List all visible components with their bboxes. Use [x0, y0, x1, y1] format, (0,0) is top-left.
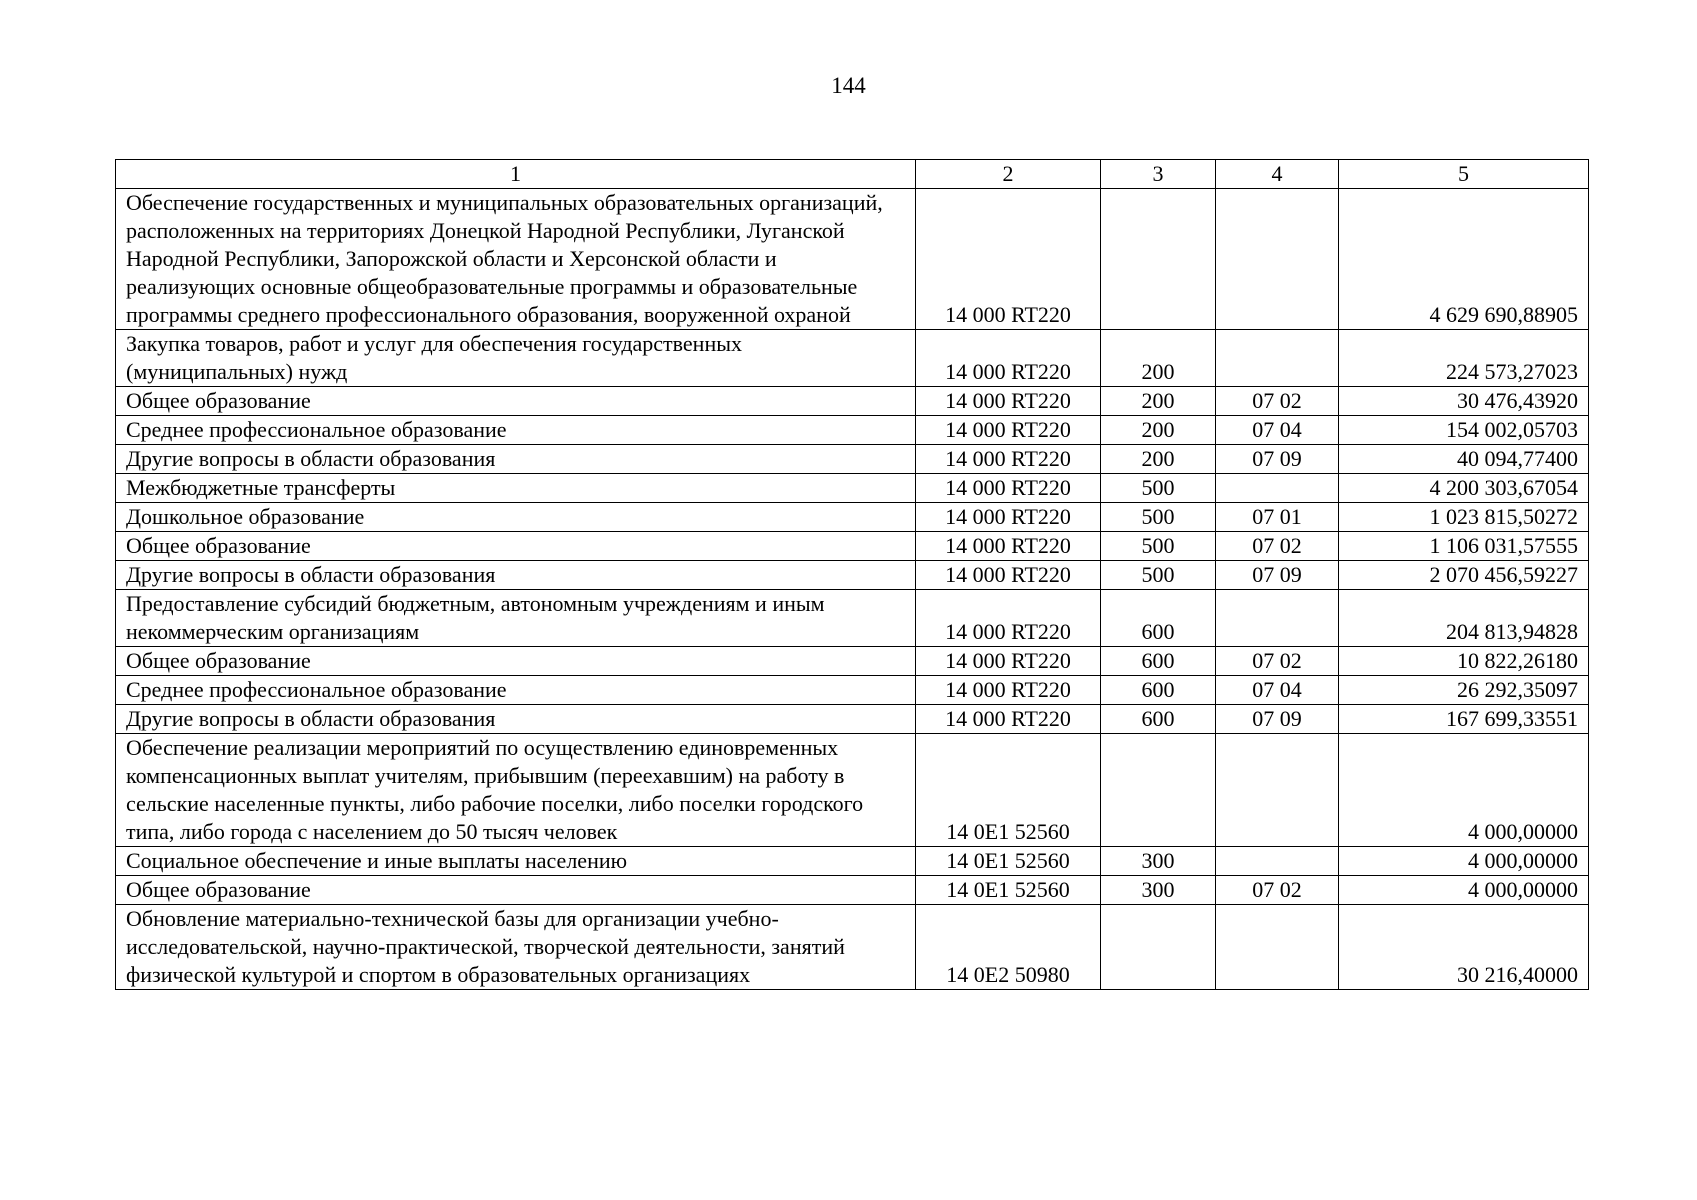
- row-amount: 4 000,00000: [1339, 847, 1589, 876]
- page-number: 144: [831, 73, 866, 98]
- table-row: [116, 532, 1589, 561]
- table-row: [116, 876, 1589, 905]
- row-target-code: 14 000 RT220: [916, 705, 1101, 734]
- row-target-code: 14 000 RT220: [916, 503, 1101, 532]
- row-target-code: 14 0E2 50980: [916, 905, 1101, 990]
- row-section-code: 07 04: [1216, 676, 1339, 705]
- row-section-code: 07 09: [1216, 705, 1339, 734]
- header-col-4: 4: [1216, 160, 1339, 189]
- row-amount: 154 002,05703: [1339, 416, 1589, 445]
- row-target-code: 14 000 RT220: [916, 532, 1101, 561]
- row-expense-type: 600: [1101, 676, 1216, 705]
- table-row: [116, 676, 1589, 705]
- row-expense-type: 600: [1101, 590, 1216, 647]
- row-name: Дошкольное образование: [116, 503, 916, 532]
- table-row: [116, 330, 1589, 387]
- table-row: [116, 705, 1589, 734]
- row-section-code: 07 09: [1216, 561, 1339, 590]
- row-target-code: 14 000 RT220: [916, 445, 1101, 474]
- row-name: Другие вопросы в области образования: [116, 705, 916, 734]
- header-col-3: 3: [1101, 160, 1216, 189]
- row-amount: 30 216,40000: [1339, 905, 1589, 990]
- row-amount: 224 573,27023: [1339, 330, 1589, 387]
- row-name: Обновление материально-технической базы для организации учебно-исследовательской, научно-практической, творческой деятельности, занятий физической культурой и спортом в образовательных организациях: [116, 905, 916, 990]
- row-target-code: 14 0E1 52560: [916, 847, 1101, 876]
- row-section-code: 07 02: [1216, 532, 1339, 561]
- row-target-code: 14 000 RT220: [916, 676, 1101, 705]
- row-name: Обеспечение государственных и муниципальных образовательных организаций, расположенных на территориях Донецкой Народной Республики, Луганской Народной Республики, Запорожской области и Херсонской области и реализующих основные общеобразовательные программы и образовательные программы среднего профессионального образования, вооруженной охраной: [116, 189, 916, 330]
- row-section-code: 07 04: [1216, 416, 1339, 445]
- row-amount: 40 094,77400: [1339, 445, 1589, 474]
- row-name: Общее образование: [116, 647, 916, 676]
- table-row: [116, 387, 1589, 416]
- row-section-code: 07 02: [1216, 876, 1339, 905]
- row-amount: 10 822,26180: [1339, 647, 1589, 676]
- row-amount: 167 699,33551: [1339, 705, 1589, 734]
- row-name: Общее образование: [116, 532, 916, 561]
- row-amount: 1 106 031,57555: [1339, 532, 1589, 561]
- row-section-code: [1216, 847, 1339, 876]
- row-section-code: [1216, 734, 1339, 847]
- row-target-code: 14 000 RT220: [916, 330, 1101, 387]
- row-name: Другие вопросы в области образования: [116, 561, 916, 590]
- table-row: [116, 416, 1589, 445]
- row-expense-type: 300: [1101, 847, 1216, 876]
- row-section-code: [1216, 905, 1339, 990]
- row-target-code: 14 000 RT220: [916, 387, 1101, 416]
- table-row: [116, 503, 1589, 532]
- table-row: [116, 734, 1589, 847]
- row-name: Социальное обеспечение и иные выплаты населению: [116, 847, 916, 876]
- row-target-code: 14 000 RT220: [916, 647, 1101, 676]
- row-section-code: 07 01: [1216, 503, 1339, 532]
- row-name: Среднее профессиональное образование: [116, 676, 916, 705]
- row-name: Предоставление субсидий бюджетным, автономным учреждениям и иным некоммерческим организациям: [116, 590, 916, 647]
- row-expense-type: 200: [1101, 387, 1216, 416]
- table-row: [116, 474, 1589, 503]
- row-expense-type: 500: [1101, 561, 1216, 590]
- row-expense-type: 300: [1101, 876, 1216, 905]
- row-expense-type: 500: [1101, 532, 1216, 561]
- header-col-1: 1: [116, 160, 916, 189]
- row-amount: 2 070 456,59227: [1339, 561, 1589, 590]
- row-target-code: 14 0E1 52560: [916, 876, 1101, 905]
- row-name: Обеспечение реализации мероприятий по осуществлению единовременных компенсационных выплат учителям, прибывшим (переехавшим) на работу в сельские населенные пункты, либо рабочие поселки, либо поселки городского типа, либо города с населением до 50 тысяч человек: [116, 734, 916, 847]
- row-section-code: [1216, 590, 1339, 647]
- header-col-2: 2: [916, 160, 1101, 189]
- table-row: [116, 189, 1589, 330]
- row-section-code: 07 02: [1216, 387, 1339, 416]
- row-expense-type: 500: [1101, 503, 1216, 532]
- row-section-code: [1216, 474, 1339, 503]
- table-body: [116, 189, 1589, 990]
- table-row: [116, 647, 1589, 676]
- row-expense-type: 600: [1101, 705, 1216, 734]
- row-name: Среднее профессиональное образование: [116, 416, 916, 445]
- row-amount: 4 629 690,88905: [1339, 189, 1589, 330]
- row-amount: 30 476,43920: [1339, 387, 1589, 416]
- row-expense-type: 600: [1101, 647, 1216, 676]
- row-expense-type: 200: [1101, 445, 1216, 474]
- table-row: [116, 561, 1589, 590]
- row-amount: 26 292,35097: [1339, 676, 1589, 705]
- header-col-5: 5: [1339, 160, 1589, 189]
- row-expense-type: [1101, 189, 1216, 330]
- row-target-code: 14 000 RT220: [916, 416, 1101, 445]
- row-target-code: 14 000 RT220: [916, 189, 1101, 330]
- row-section-code: [1216, 189, 1339, 330]
- row-name: Общее образование: [116, 387, 916, 416]
- row-expense-type: [1101, 734, 1216, 847]
- row-target-code: 14 000 RT220: [916, 590, 1101, 647]
- row-target-code: 14 000 RT220: [916, 561, 1101, 590]
- row-target-code: 14 000 RT220: [916, 474, 1101, 503]
- row-amount: 204 813,94828: [1339, 590, 1589, 647]
- table-row: [116, 445, 1589, 474]
- row-name: Закупка товаров, работ и услуг для обеспечения государственных (муниципальных) нужд: [116, 330, 916, 387]
- budget-table: [115, 159, 1589, 990]
- table-row: [116, 905, 1589, 990]
- row-expense-type: 200: [1101, 416, 1216, 445]
- row-expense-type: 500: [1101, 474, 1216, 503]
- table-row: [116, 847, 1589, 876]
- row-section-code: 07 09: [1216, 445, 1339, 474]
- row-amount: 4 200 303,67054: [1339, 474, 1589, 503]
- row-expense-type: [1101, 905, 1216, 990]
- row-name: Общее образование: [116, 876, 916, 905]
- row-expense-type: 200: [1101, 330, 1216, 387]
- row-name: Межбюджетные трансферты: [116, 474, 916, 503]
- table-row: [116, 590, 1589, 647]
- row-amount: 4 000,00000: [1339, 876, 1589, 905]
- row-amount: 1 023 815,50272: [1339, 503, 1589, 532]
- row-target-code: 14 0E1 52560: [916, 734, 1101, 847]
- row-section-code: [1216, 330, 1339, 387]
- row-section-code: 07 02: [1216, 647, 1339, 676]
- header-row: [116, 160, 1589, 189]
- row-amount: 4 000,00000: [1339, 734, 1589, 847]
- row-name: Другие вопросы в области образования: [116, 445, 916, 474]
